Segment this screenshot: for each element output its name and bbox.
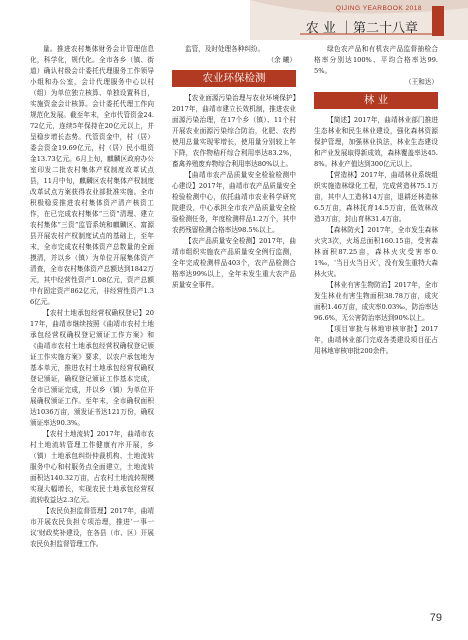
- column-2: [172, 44, 296, 291]
- column-1: [30, 44, 154, 550]
- paragraph: 绿色农产品和有机农产品监督抽检合格率分别达100%、平均合格率达99.5%。: [314, 45, 438, 75]
- paragraph: 【农产品质量安全检测】2017年，曲靖市组织实施农产品质量安全例行监测，全年完成检测样品403个，农产品检测合格率达99%以上，全年未发生重大农产品质量安全事件。: [172, 237, 296, 289]
- paragraph: 量。推进农村集体财务会计管理信息化，科学化，规代化。全市各乡（镇、街道）确认村级会计委托代理服务工作领导小组和办公室，会计代理服务中心以村（组）为单位独立核算、单独设置科目，实施资金会计核算。会计委托代理工作向规范化发展。截至年末，全市代管资金24.72亿元，连续5年保持在20亿元以上，并呈稳步增长态势。代管资金中，村（居）委会资金19.69亿元，村（居）民小组资金13.73亿元。6月上旬，麒麟区政府办公室印发二批农村集体产权制度改革试点县，11月中旬，麒麟区农村集体产权制度改革试点方案获得农业部批准实施。全市积极稳妥推进农村集体资产清产核资工作，在已完成农村集体“三资”清理、建立农村集体“三资”监管系统和麒麟区、富源县开展农村产权制度试点的基础上，至年末，全市完成农村集体资产总数量的全面摸清，并以乡（镇）为单位开展集体资产清查，全市农村集体资产总额达到1842万元，其中经营性资产1.08亿元，资产总额中有固定资产862亿元，非经营性资产1.36亿元。: [30, 45, 154, 306]
- paragraph: 【农村土地流转】2017年，曲靖市农村土地流转管理工作健康有序开展，乡（镇）土地承包纠纷仲裁机构、土地流转服务中心和村服务点全面建立，土地流转面积达140.32万亩，占农村土地流转规模实现大幅增长，实现农民土地承包经营权流转收益达2.3亿元。: [30, 430, 154, 504]
- section-heading-forestry: 林 业: [314, 92, 438, 109]
- chapter-title: 农 业 ｜第二十八章: [305, 21, 418, 36]
- paragraph: 【森林防火】2017年，全市发生森林火灾3次，火场总面积160.15亩，受害森林面积87.25亩，森林火灾受害率0.1‰，‘当日火当日灭’，没有发生重特大森林火灾。: [314, 226, 438, 278]
- paragraph: 监管，及时处理各种纠纷。: [185, 45, 265, 53]
- author-credit: （余 曦）: [267, 56, 296, 64]
- paragraph: 【简述】2017年，曲靖林业部门推进生态林业和民生林业建设，强化森林资源保护管理，加强林业执法，林业生态建设和产业发展取得新成效，森林覆盖率达45.8%。林业产值达到300亿元以上。: [314, 116, 438, 168]
- page-number: 79: [429, 612, 442, 624]
- page-header-banner: [0, 0, 468, 40]
- yearbook-label: QIJING YEARBOOK 2018: [335, 5, 422, 12]
- paragraph: 【农业面源污染治理与农业环境保护】2017年，曲靖市建立长效机制，推进农业面源污染治理，在17个乡（镇）、11个村开展农业面源污染综合防治，化肥、农药使用总量实现零增长，使用量分别较上年下降，农作物秸秆综合利用率达83.2%，畜禽养殖废弃物综合利用率达80%以上。: [172, 94, 296, 168]
- paragraph: 【项目审批与林地审核审批】2017年，曲靖林业部门完成各类建设项目征占用林地审核审批200余件。: [314, 325, 438, 355]
- author-credit: （王和达）: [405, 78, 438, 86]
- paragraph: 【农村土地承包经营权确权登记】2017年，曲靖市继续按照《曲靖市农村土地承包经营权确权登记颁证工作方案》和《曲靖市农村土地承包经营权确权登记颁证工作实施方案》要求，以农户承包地为基本单元，推进农村土地承包经营权确权登记颁证，确权登记颁证工作基本完成，全市已颁证完成，并以乡（镇）为单位开展确权颁证工作。至年末，全市确权面积达1036万亩，颁发证书达121万份，确权颁证率达90.3%。: [30, 309, 154, 427]
- paragraph: 【营造林】2017年，曲靖林业系统组织实施造林绿化工程，完成营造林75.1万亩，其中人工造林14万亩，退耕还林造林6.5万亩，森林抚育14.5万亩，低效林改造3万亩，封山育林31.4万亩。: [314, 171, 438, 223]
- paragraph: 【林业有害生物防治】2017年，全市发生林业有害生物面积38.78万亩，成灾面积1.46万亩，成灾率0.03‰，防治率达96.6%，无公害防治率达到90%以上。: [314, 281, 438, 322]
- column-3: [314, 44, 438, 357]
- section-heading-agri-env: 农业环保检测: [172, 70, 296, 87]
- paragraph: 【农民负担监督管理】2017年，曲靖市开展农民负担专项治理，推进‘一事一议’财政奖补建设，在各县（市、区）开展农民负担监督管理工作。: [30, 507, 154, 548]
- paragraph: 【曲靖市农产品质量安全检验检测中心建设】2017年，曲靖市农产品质量安全检验检测中心，依托曲靖市农业科学研究院建设，中心承担全市农产品质量安全检验检测任务，年度检测样品1.2万个，其中农药残留检测合格率达98.5%以上。: [172, 171, 296, 234]
